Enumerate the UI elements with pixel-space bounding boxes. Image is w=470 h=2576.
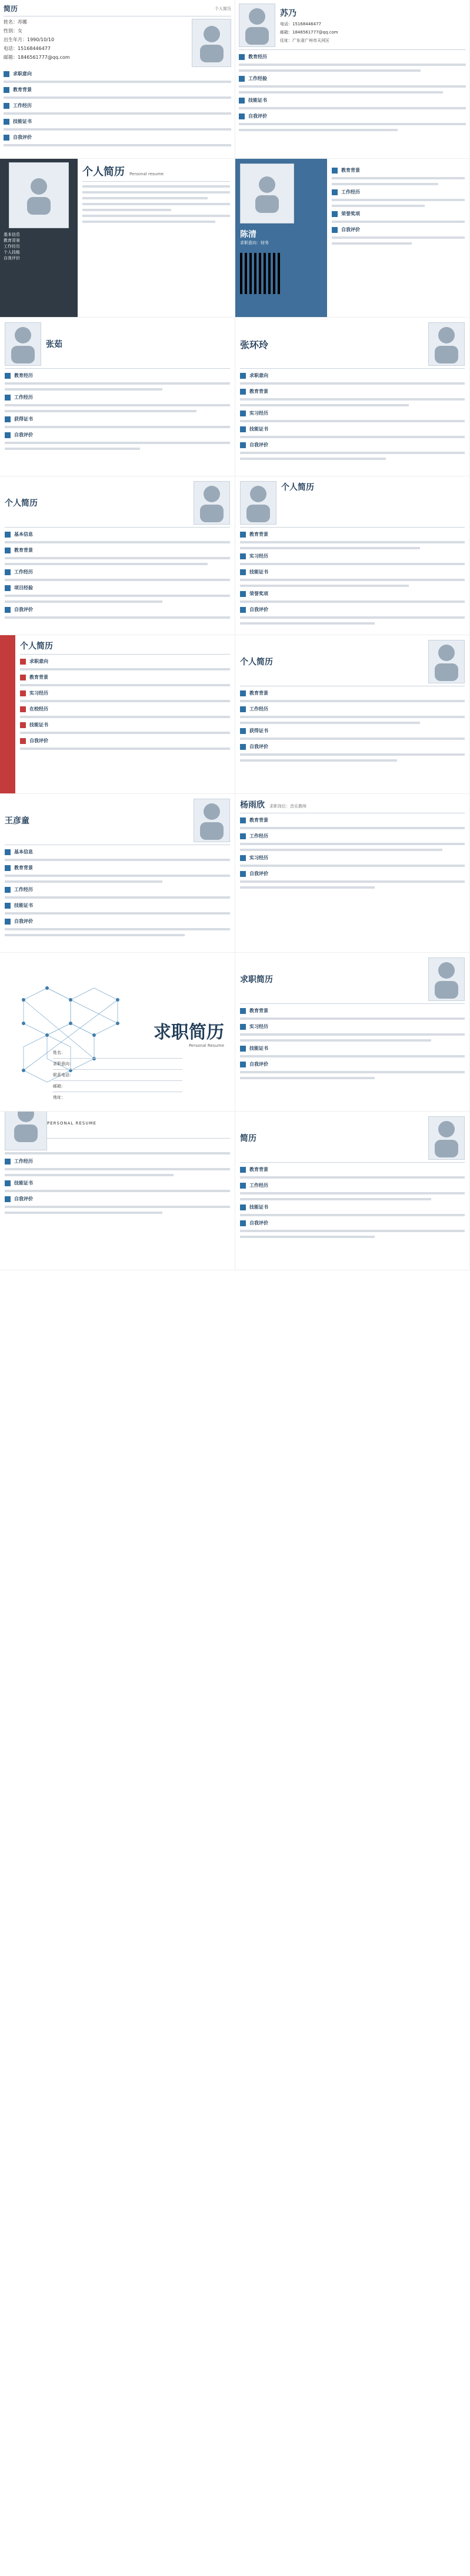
resume-16-title: 简历 <box>240 1134 256 1143</box>
resume-16-sec-2: 技能证书 <box>249 1204 268 1210</box>
resume-card-3 <box>0 159 235 318</box>
resume-1-footer: 个人简历 <box>215 6 231 11</box>
resume-10-sec-0: 教育背景 <box>249 690 268 696</box>
resume-9-left-stripe <box>0 635 15 793</box>
resume-4-sec-3: 自我评价 <box>341 227 360 232</box>
resume-7-sec-1: 教育背景 <box>14 548 33 553</box>
resume-card-13 <box>0 953 235 1112</box>
resume-9-sec-0: 求职意向 <box>29 659 48 664</box>
resume-1-sec-0: 求职意向 <box>13 71 32 76</box>
avatar <box>9 162 69 228</box>
resume-15-subtitle: PERSONAL RESUME <box>47 1120 96 1126</box>
avatar <box>5 322 41 366</box>
avatar <box>428 957 465 1001</box>
avatar-silhouette-icon <box>249 172 285 216</box>
avatar <box>428 640 465 683</box>
resume-15-sec-3: 自我评价 <box>14 1196 33 1202</box>
resume-card-10 <box>235 635 470 794</box>
avatar <box>240 163 294 223</box>
avatar <box>5 1112 47 1150</box>
resume-6-sec-0: 求职意向 <box>249 373 268 378</box>
avatar-silhouette-icon <box>429 322 464 366</box>
resume-card-4 <box>235 159 470 318</box>
resume-2-contact-0: 电话：15168446477 <box>280 22 321 26</box>
resume-5-sec-2: 获得证书 <box>14 416 33 422</box>
resume-3-left-sec-1: 教育背景 <box>4 238 20 243</box>
resume-16-sec-3: 自我评价 <box>249 1220 268 1226</box>
resume-4-left <box>235 159 327 317</box>
resume-11-sec-3: 技能证书 <box>14 903 33 908</box>
avatar-silhouette-icon <box>5 322 41 366</box>
resume-3-left-sec-2: 工作经历 <box>4 244 20 249</box>
resume-card-7 <box>0 476 235 635</box>
avatar-silhouette-icon <box>21 173 56 218</box>
resume-1-info-0: 性别：女 <box>4 28 22 34</box>
resume-card-14 <box>235 953 470 1112</box>
resume-6-sec-4: 自我评价 <box>249 442 268 448</box>
resume-12-sec-0: 教育背景 <box>249 817 268 823</box>
resume-12-sec-2: 实习经历 <box>249 855 268 860</box>
resume-8-sec-0: 教育背景 <box>249 532 268 537</box>
resume-card-9 <box>0 635 235 794</box>
resume-11-title: 王彦童 <box>5 816 29 826</box>
avatar <box>239 4 275 47</box>
resume-card-16 <box>235 1112 470 1270</box>
resume-collage <box>0 0 470 1270</box>
resume-8-sec-4: 自我评价 <box>249 607 268 612</box>
resume-10-sec-1: 工作经历 <box>249 706 268 712</box>
resume-13-title: 求职简历 <box>154 1022 224 1043</box>
resume-2-sec-0: 教育经历 <box>248 54 267 59</box>
resume-1-info-2: 电话：15168446477 <box>4 46 51 51</box>
resume-9-sec-4: 技能证书 <box>29 722 48 728</box>
resume-7-title: 个人简历 <box>5 499 38 508</box>
resume-13-field-0: 姓名： <box>53 1050 65 1055</box>
resume-card-6 <box>235 318 470 476</box>
resume-3-title: 个人简历 <box>82 166 125 178</box>
resume-13-subtitle: Personal Resume <box>188 1043 224 1048</box>
resume-12-title: 杨雨欣 <box>240 800 265 810</box>
resume-11-sec-2: 工作经历 <box>14 887 33 892</box>
resume-4-sec-2: 荣誉奖项 <box>341 211 360 216</box>
resume-6-sec-2: 实习经历 <box>249 411 268 416</box>
resume-14-sec-0: 教育背景 <box>249 1008 268 1013</box>
resume-card-2 <box>235 0 470 159</box>
resume-1-sec-4: 自我评价 <box>13 135 32 140</box>
resume-2-sec-3: 自我评价 <box>248 114 267 119</box>
resume-13-field-2: 联系电话： <box>53 1073 74 1077</box>
avatar <box>240 481 276 525</box>
resume-3-left-sec-0: 基本信息 <box>4 232 20 237</box>
resume-1-info-1: 出生年月：1990/10/10 <box>4 37 55 42</box>
resume-3-left-sec-4: 自我评价 <box>4 256 20 261</box>
avatar-silhouette-icon <box>429 640 464 684</box>
resume-10-sec-3: 自我评价 <box>249 744 268 749</box>
resume-16-sec-0: 教育背景 <box>249 1167 268 1172</box>
resume-9-sec-3: 在校经历 <box>29 706 48 712</box>
resume-2-contact-1: 邮箱：1846561777@qq.com <box>280 30 338 35</box>
resume-8-sec-3: 荣誉奖项 <box>249 591 268 596</box>
resume-14-sec-3: 自我评价 <box>249 1062 268 1067</box>
resume-12-subtitle: 求职岗位：音乐教师 <box>269 804 306 809</box>
resume-6-sec-1: 教育背景 <box>249 389 268 394</box>
resume-4-sec-1: 工作经历 <box>341 189 360 195</box>
resume-10-title: 个人简历 <box>240 658 273 667</box>
resume-card-15 <box>0 1112 235 1270</box>
avatar-silhouette-icon <box>241 481 276 525</box>
resume-8-sec-2: 技能证书 <box>249 569 268 575</box>
resume-15-sec-2: 技能证书 <box>14 1180 33 1186</box>
resume-card-1 <box>0 0 235 159</box>
avatar-silhouette-icon <box>194 799 229 843</box>
resume-8-title: 个人简历 <box>281 483 314 492</box>
resume-7-sec-4: 自我评价 <box>14 607 33 612</box>
avatar-silhouette-icon <box>194 481 229 525</box>
resume-11-sec-1: 教育背景 <box>14 865 33 870</box>
resume-6-title: 张环玲 <box>240 339 269 351</box>
avatar <box>194 799 230 842</box>
resume-7-sec-2: 工作经历 <box>14 569 33 575</box>
resume-9-sec-1: 教育背景 <box>29 675 48 680</box>
resume-3-left-sec-3: 个人技能 <box>4 250 20 255</box>
qr-code-icon <box>240 253 281 294</box>
resume-13-field-4: 地址： <box>53 1095 65 1100</box>
resume-5-sec-0: 教育经历 <box>14 373 33 378</box>
resume-2-title: 苏乃 <box>280 9 296 18</box>
resume-15-sec-1: 工作经历 <box>14 1159 33 1164</box>
resume-6-sec-3: 技能证书 <box>249 426 268 432</box>
resume-2-sec-2: 技能证书 <box>248 98 267 103</box>
resume-5-sec-3: 自我评价 <box>14 432 33 438</box>
resume-8-sec-1: 实习经历 <box>249 553 268 559</box>
resume-3-subtitle: Personal resume <box>129 172 164 176</box>
resume-4-sec-0: 教育背景 <box>341 168 360 173</box>
resume-7-sec-0: 基本信息 <box>14 532 33 537</box>
avatar-silhouette-icon <box>239 4 275 48</box>
resume-1-info-3: 邮箱：1846561777@qq.com <box>4 55 70 60</box>
resume-14-title: 求职简历 <box>240 975 273 985</box>
resume-2-sec-1: 工作经验 <box>248 76 267 81</box>
avatar-silhouette-icon <box>8 1112 44 1145</box>
resume-12-sec-1: 工作经历 <box>249 833 268 839</box>
resume-9-sec-5: 自我评价 <box>29 738 48 743</box>
resume-12-sec-3: 自我评价 <box>249 871 268 876</box>
resume-14-sec-1: 实习经历 <box>249 1024 268 1029</box>
resume-9-sec-2: 实习经历 <box>29 690 48 696</box>
resume-card-12 <box>235 794 470 953</box>
resume-1-sec-1: 教育背景 <box>13 87 32 92</box>
resume-1-sec-2: 工作经历 <box>13 103 32 108</box>
resume-2-contact-2: 住址：广东省广州市天河区 <box>280 38 329 43</box>
avatar <box>428 322 465 366</box>
resume-13-field-3: 邮箱： <box>53 1084 65 1089</box>
resume-card-11 <box>0 794 235 953</box>
resume-4-subtitle: 求职意向：财务 <box>240 241 269 245</box>
resume-9-title: 个人简历 <box>20 642 53 651</box>
resume-11-sec-4: 自我评价 <box>14 919 33 924</box>
resume-13-field-1: 求职意向： <box>53 1062 74 1066</box>
resume-5-title: 张茹 <box>46 340 62 349</box>
resume-1-title: 简历 <box>4 5 18 13</box>
avatar <box>428 1116 465 1160</box>
resume-1-name: 姓名：苏娜 <box>4 19 27 25</box>
resume-1-sec-3: 技能证书 <box>13 119 32 124</box>
avatar <box>194 481 230 525</box>
avatar-silhouette-icon <box>429 957 464 1002</box>
resume-11-sec-0: 基本信息 <box>14 849 33 855</box>
resume-10-sec-2: 获得证书 <box>249 728 268 733</box>
resume-card-8 <box>235 476 470 635</box>
resume-16-sec-1: 工作经历 <box>249 1183 268 1188</box>
resume-4-title: 陈清 <box>240 230 256 239</box>
resume-5-sec-1: 工作经历 <box>14 395 33 400</box>
resume-7-sec-3: 项目经验 <box>14 585 33 590</box>
resume-3-left-rail <box>0 159 78 317</box>
avatar <box>192 19 231 67</box>
resume-14-sec-2: 技能证书 <box>249 1046 268 1051</box>
avatar-silhouette-icon <box>194 21 229 65</box>
avatar-silhouette-icon <box>429 1116 464 1160</box>
resume-card-5 <box>0 318 235 476</box>
